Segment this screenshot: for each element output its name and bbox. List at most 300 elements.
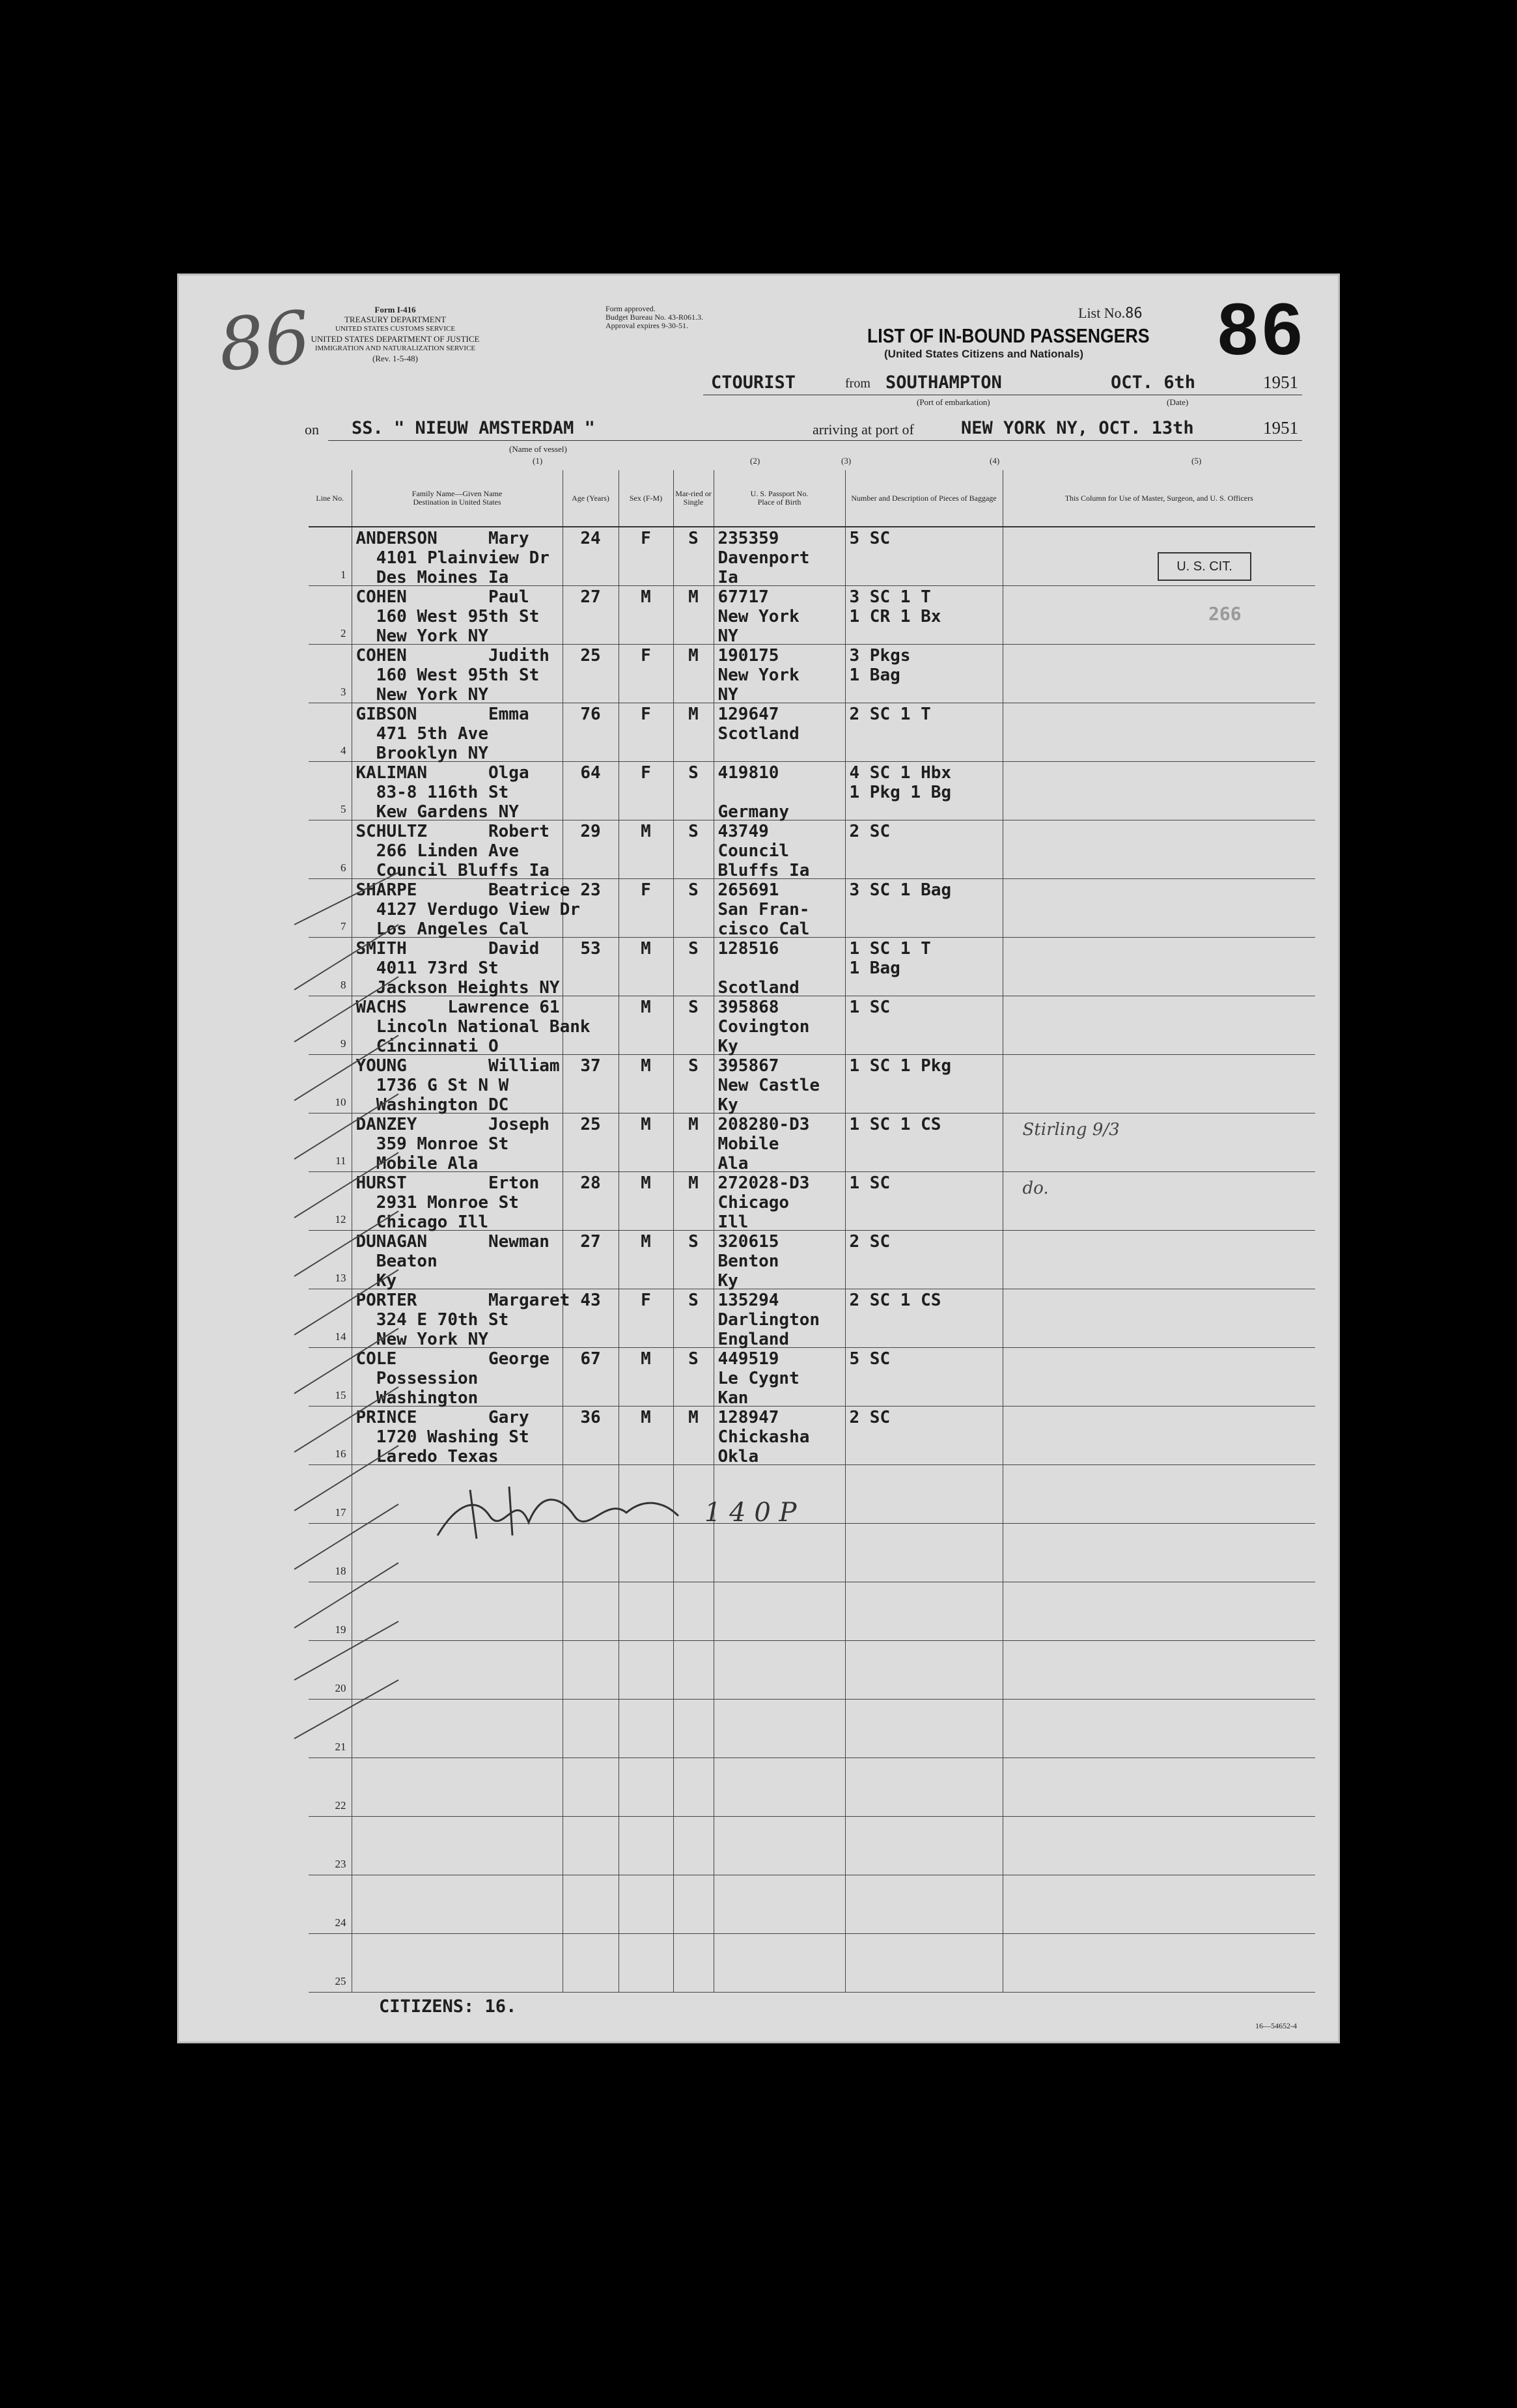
baggage-description: 2 SC 1 CS: [849, 1291, 941, 1310]
check-mark: [294, 1563, 398, 1628]
baggage-description: 1 SC 1 T 1 Bag: [849, 939, 931, 978]
passenger-marital-status-cell: [673, 1289, 714, 1348]
baggage-description: 2 SC: [849, 1408, 891, 1427]
line-number: 13: [335, 1272, 346, 1284]
passenger-age-cell: [563, 703, 619, 762]
line-number: 8: [341, 979, 346, 991]
header-age: Age (Years): [563, 470, 619, 527]
passenger-marital-status-cell: [673, 762, 714, 820]
passenger-age: 24: [580, 529, 601, 548]
arrival-port-date: NEW YORK NY, OCT. 13th: [961, 418, 1194, 438]
passenger-sex-cell: [619, 1407, 673, 1465]
passport-birthplace: 235359 Davenport Ia: [717, 529, 810, 587]
passenger-name-destination: DUNAGAN Newman Beaton Ky: [355, 1232, 550, 1291]
passenger-marital-status-cell: [673, 703, 714, 762]
baggage-description: 3 Pkgs 1 Bag: [849, 646, 911, 685]
check-mark: [294, 873, 398, 925]
official-note-cell: [1003, 996, 1315, 1055]
class-prefix: C: [711, 372, 722, 393]
passport-birthplace: 449519 Le Cygnt Kan: [717, 1349, 800, 1408]
passenger-sex-cell: [619, 1817, 673, 1875]
passport-birthplace: 320615 Benton Ky: [717, 1232, 779, 1291]
baggage-description-cell: [845, 938, 1003, 996]
baggage-description: 5 SC: [849, 1349, 891, 1369]
passenger-name-destination: SMITH David 4011 73rd St Jackson Heights NY: [355, 939, 560, 998]
check-mark: [294, 1446, 398, 1511]
baggage-description-cell: [845, 996, 1003, 1055]
form-number: Form I-416: [374, 305, 416, 315]
baggage-description-cell: [845, 1758, 1003, 1817]
passenger-age-cell: [563, 1758, 619, 1817]
passenger-sex-cell: [619, 1055, 673, 1113]
baggage-description-cell: [845, 1289, 1003, 1348]
passenger-sex: M: [641, 587, 651, 607]
check-mark: [294, 1328, 398, 1393]
col-num-5: (5): [1191, 456, 1202, 466]
passenger-sex-cell: [619, 762, 673, 820]
baggage-description: 3 SC 1 Bag: [849, 880, 952, 900]
passenger-marital-status-cell: [673, 1758, 714, 1817]
line-number-cell: [309, 1934, 352, 1993]
official-note-cell: [1003, 1289, 1315, 1348]
official-note-cell: [1003, 1231, 1315, 1289]
passenger-marital-status: S: [688, 822, 699, 841]
line-number: 25: [335, 1975, 346, 1987]
passenger-age-cell: [563, 879, 619, 938]
passenger-sex: F: [641, 1291, 651, 1310]
print-code: 16—54652-4: [1255, 2021, 1297, 2030]
passenger-name-destination-cell: [352, 1875, 563, 1934]
passenger-marital-status-cell: [673, 1407, 714, 1465]
dept-justice: UNITED STATES DEPARTMENT OF JUSTICE: [311, 334, 480, 344]
passenger-sex: M: [641, 1173, 651, 1193]
passenger-name-destination: SCHULTZ Robert 266 Linden Ave Council Bluffs Ia: [355, 822, 550, 880]
check-mark: [294, 977, 398, 1042]
check-mark: [294, 1211, 398, 1276]
passport-birthplace-cell: [714, 1641, 845, 1700]
passenger-marital-status: M: [688, 705, 699, 724]
passenger-name-destination-cell: [352, 1817, 563, 1875]
citizens-total: CITIZENS: 16.: [379, 1996, 517, 2017]
baggage-description-cell: [845, 1407, 1003, 1465]
passenger-marital-status: S: [688, 1056, 699, 1076]
header-passport: U. S. Passport No. Place of Birth: [714, 470, 845, 527]
passenger-sex-cell: [619, 703, 673, 762]
passenger-age-cell: [563, 938, 619, 996]
official-note-cell: [1003, 1524, 1315, 1582]
passenger-sex: M: [641, 1232, 651, 1252]
baggage-description-cell: [845, 1465, 1003, 1524]
passenger-sex-cell: [619, 938, 673, 996]
header-baggage: Number and Description of Pieces of Baggage: [845, 470, 1003, 527]
official-note-cell: [1003, 762, 1315, 820]
passenger-sex-cell: [619, 1348, 673, 1407]
passenger-age: 29: [580, 822, 601, 841]
on-label: on: [305, 421, 319, 438]
official-note-cell: [1003, 586, 1315, 645]
list-number: 86: [1125, 305, 1143, 322]
baggage-description: 1 SC: [849, 998, 891, 1017]
official-note-cell: [1003, 879, 1315, 938]
passenger-age: 27: [580, 587, 601, 607]
passenger-marital-status-cell: [673, 938, 714, 996]
line-number: 20: [335, 1682, 346, 1694]
baggage-description: 1 SC: [849, 1173, 891, 1193]
passenger-marital-status-cell: [673, 996, 714, 1055]
baggage-description: 1 SC 1 CS: [849, 1115, 941, 1134]
passenger-age-cell: [563, 645, 619, 703]
passenger-sex: M: [641, 1115, 651, 1134]
passenger-marital-status: S: [688, 1232, 699, 1252]
list-label: List No.: [1078, 305, 1126, 321]
line-number-cell: [309, 527, 352, 586]
col-num-2: (2): [750, 456, 760, 466]
us-citizen-stamp: U. S. CIT.: [1158, 552, 1251, 581]
line-number: 12: [335, 1213, 346, 1225]
baggage-description: 1 SC 1 Pkg: [849, 1056, 952, 1076]
passenger-age-cell: [563, 820, 619, 879]
passport-birthplace-cell: [714, 1875, 845, 1934]
passenger-marital-status: M: [688, 646, 699, 665]
baggage-description-cell: [845, 820, 1003, 879]
passenger-age-cell: [563, 1348, 619, 1407]
line-number: 18: [335, 1565, 346, 1577]
passenger-marital-status: M: [688, 1115, 699, 1134]
form-revision: (Rev. 1-5-48): [372, 354, 418, 363]
passenger-sex-cell: [619, 1700, 673, 1758]
class-line: [711, 372, 796, 393]
passenger-marital-status-cell: [673, 1582, 714, 1641]
passenger-name-destination: COHEN Paul 160 West 95th St New York NY: [355, 587, 540, 646]
passenger-sex-cell: [619, 1113, 673, 1172]
travel-class: TOURIST: [721, 372, 796, 393]
col-num-4: (4): [990, 456, 1000, 466]
official-note-cell: [1003, 1934, 1315, 1993]
passenger-name-destination-cell: [352, 1934, 563, 1993]
official-note-cell: [1003, 1582, 1315, 1641]
passport-birthplace: 190175 New York NY: [717, 646, 800, 705]
passenger-name-destination: DANZEY Joseph 359 Monroe St Mobile Ala: [355, 1115, 550, 1173]
passenger-age: 27: [580, 1232, 601, 1252]
passenger-marital-status-cell: [673, 1875, 714, 1934]
passenger-sex-cell: [619, 1172, 673, 1231]
big-list-number: 86: [1218, 288, 1307, 370]
passport-birthplace: 128516 Scotland: [717, 939, 800, 998]
line-number: 2: [341, 627, 346, 639]
passport-birthplace-cell: [714, 1582, 845, 1641]
passenger-marital-status-cell: [673, 1231, 714, 1289]
passenger-sex: M: [641, 1408, 651, 1427]
passenger-sex-cell: [619, 1582, 673, 1641]
passenger-name-destination: YOUNG William 1736 G St N W Washington DC: [355, 1056, 560, 1115]
passenger-marital-status-cell: [673, 1055, 714, 1113]
passenger-name-destination: COLE George Possession Washington: [355, 1349, 550, 1408]
passenger-name-destination: PORTER Margaret 324 E 70th St New York NY: [355, 1291, 570, 1349]
check-mark: [294, 1153, 398, 1218]
official-note-cell: [1003, 1055, 1315, 1113]
passenger-age: 53: [580, 939, 601, 959]
passport-birthplace-cell: [714, 938, 845, 996]
passport-birthplace-cell: [714, 1700, 845, 1758]
passport-birthplace-cell: [714, 1817, 845, 1875]
passenger-age: 23: [580, 880, 601, 900]
passenger-marital-status: S: [688, 529, 699, 548]
passenger-marital-status: S: [688, 880, 699, 900]
passenger-marital-status-cell: [673, 1700, 714, 1758]
baggage-description: 4 SC 1 Hbx 1 Pkg 1 Bg: [849, 763, 952, 802]
embarkation-date: OCT. 6th: [1111, 372, 1196, 393]
passenger-sex: F: [641, 763, 651, 783]
passenger-marital-status: M: [688, 1408, 699, 1427]
official-note-cell: [1003, 1348, 1315, 1407]
passenger-name-destination: SHARPE Beatrice 4127 Verdugo View Dr Los Angeles Cal: [355, 880, 580, 939]
passenger-name-destination: HURST Erton 2931 Monroe St Chicago Ill: [355, 1173, 540, 1232]
passport-birthplace: 67717 New York NY: [717, 587, 800, 646]
passenger-age: 25: [580, 646, 601, 665]
passenger-age-cell: [563, 1407, 619, 1465]
check-mark: [294, 1621, 398, 1680]
passenger-age-cell: [563, 586, 619, 645]
passenger-row: [309, 1934, 1315, 1993]
passenger-age-cell: [563, 1055, 619, 1113]
signature-suffix: 1 4 0 P: [704, 1498, 797, 1528]
dept-customs: UNITED STATES CUSTOMS SERVICE: [335, 325, 456, 333]
official-note-cell: [1003, 1172, 1315, 1231]
passenger-age-cell: [563, 1172, 619, 1231]
passenger-marital-status-cell: [673, 820, 714, 879]
passenger-age-cell: [563, 1641, 619, 1700]
line-number: 19: [335, 1623, 346, 1636]
baggage-description-cell: [845, 586, 1003, 645]
date-caption: (Date): [1167, 397, 1189, 407]
line-number: 7: [341, 920, 346, 932]
official-note-cell: [1003, 1113, 1315, 1172]
passenger-name-destination: ANDERSON Mary 4101 Plainview Dr Des Moines Ia: [355, 529, 550, 587]
passport-birthplace: 395868 Covington Ky: [717, 998, 810, 1056]
passenger-sex: F: [641, 880, 651, 900]
header-name: Family Name—Given Name Destination in United States: [352, 470, 563, 527]
passport-birthplace-cell: [714, 879, 845, 938]
official-note-cell: [1003, 1641, 1315, 1700]
passenger-sex-cell: [619, 527, 673, 586]
passenger-age: 25: [580, 1115, 601, 1134]
dept-treasury: TREASURY DEPARTMENT: [344, 315, 447, 324]
baggage-description: 3 SC 1 T 1 CR 1 Bx: [849, 587, 941, 626]
arrival-year: 1951: [1263, 418, 1298, 438]
form-info-block: [301, 305, 490, 363]
passport-birthplace-cell: [714, 1758, 845, 1817]
passport-birthplace-cell: [714, 820, 845, 879]
passport-birthplace-cell: [714, 1055, 845, 1113]
passenger-name-destination: GIBSON Emma 471 5th Ave Brooklyn NY: [355, 705, 529, 763]
passenger-age-cell: [563, 1700, 619, 1758]
passenger-sex-cell: [619, 1231, 673, 1289]
passenger-marital-status: S: [688, 763, 699, 783]
line-number: 5: [341, 803, 346, 815]
baggage-description-cell: [845, 527, 1003, 586]
baggage-description-cell: [845, 1113, 1003, 1172]
passenger-age-cell: [563, 1582, 619, 1641]
passenger-age-cell: [563, 1231, 619, 1289]
passport-birthplace-cell: [714, 527, 845, 586]
col-num-3: (3): [841, 456, 852, 466]
passenger-marital-status: S: [688, 998, 699, 1017]
passenger-sex-cell: [619, 1641, 673, 1700]
header-married: Mar-ried or Single: [673, 470, 714, 527]
passenger-name-destination: WACHS Lawrence 61 Lincoln National Bank Cincinnati O: [355, 998, 591, 1056]
passenger-age-cell: [563, 996, 619, 1055]
dept-ins: IMMIGRATION AND NATURALIZATION SERVICE: [314, 344, 476, 352]
baggage-description-cell: [845, 1524, 1003, 1582]
passenger-age-cell: [563, 762, 619, 820]
check-mark: [294, 1035, 398, 1100]
passenger-age-cell: [563, 1875, 619, 1934]
passport-birthplace: 272028-D3 Chicago Ill: [717, 1173, 810, 1232]
line-number: 22: [335, 1799, 346, 1812]
passport-birthplace-cell: [714, 1407, 845, 1465]
passenger-row: [309, 1875, 1315, 1934]
baggage-description: 2 SC: [849, 1232, 891, 1252]
passport-birthplace-cell: [714, 1231, 845, 1289]
passenger-row: [309, 1817, 1315, 1875]
approval-line-1: Form approved.: [605, 304, 656, 313]
baggage-description-cell: [845, 645, 1003, 703]
passenger-marital-status-cell: [673, 645, 714, 703]
check-mark: [294, 925, 398, 990]
line-number: 17: [335, 1506, 346, 1519]
official-note-cell: [1003, 1700, 1315, 1758]
passenger-marital-status-cell: [673, 586, 714, 645]
line-number: 24: [335, 1916, 346, 1929]
line-number: 3: [341, 686, 346, 698]
col-num-1: (1): [533, 456, 543, 466]
approval-block: [605, 305, 762, 330]
passenger-age-cell: [563, 1934, 619, 1993]
passenger-sex: M: [641, 998, 651, 1017]
approval-line-2: Budget Bureau No. 43-R061.3.: [605, 313, 703, 322]
manifest-title: LIST OF IN-BOUND PASSENGERS: [867, 324, 1150, 347]
passenger-age: 64: [580, 763, 601, 783]
line-number: 9: [341, 1037, 346, 1050]
line-number: 4: [341, 744, 346, 757]
passport-birthplace-cell: [714, 703, 845, 762]
passenger-sex: F: [641, 705, 651, 724]
passenger-age: 37: [580, 1056, 601, 1076]
official-note: Stirling 9/3: [1022, 1120, 1120, 1140]
baggage-description-cell: [845, 1817, 1003, 1875]
official-note-cell: [1003, 1758, 1315, 1817]
passenger-sex: M: [641, 939, 651, 959]
port-embarkation-caption: (Port of embarkation): [917, 397, 990, 407]
official-note-cell: [1003, 1817, 1315, 1875]
passenger-marital-status-cell: [673, 1817, 714, 1875]
passenger-sex-cell: [619, 586, 673, 645]
header-official-use: This Column for Use of Master, Surgeon, and U. S. Officers: [1003, 470, 1315, 527]
handwritten-check-marks: [281, 586, 555, 1823]
baggage-description-cell: [845, 1172, 1003, 1231]
table-header-row: [309, 470, 1315, 527]
passenger-marital-status-cell: [673, 1113, 714, 1172]
margin-handwritten-number: 86: [214, 295, 314, 387]
line-number: 6: [341, 861, 346, 874]
official-note-cell: [1003, 1875, 1315, 1934]
baggage-description: 5 SC: [849, 529, 891, 548]
line-number: 10: [335, 1096, 346, 1108]
passenger-sex-cell: [619, 996, 673, 1055]
passenger-sex-cell: [619, 1875, 673, 1934]
passenger-marital-status: M: [688, 1173, 699, 1193]
passenger-sex-cell: [619, 879, 673, 938]
passenger-sex-cell: [619, 1934, 673, 1993]
from-label: from: [845, 376, 870, 391]
check-mark: [294, 1387, 398, 1452]
header-sex: Sex (F-M): [619, 470, 673, 527]
official-note-cell: [1003, 1407, 1315, 1465]
stamp-number: 266: [1208, 603, 1242, 624]
passport-birthplace: 43749 Council Bluffs Ia: [717, 822, 810, 880]
passenger-name-destination: KALIMAN Olga 83-8 116th St Kew Gardens NY: [355, 763, 529, 822]
passenger-sex-cell: [619, 1758, 673, 1817]
list-number-label: [1078, 305, 1143, 322]
passport-birthplace-cell: [714, 762, 845, 820]
line-number: 23: [335, 1858, 346, 1870]
vessel-underline: [328, 440, 1302, 441]
line-number-cell: [309, 1817, 352, 1875]
baggage-description: 2 SC 1 T: [849, 705, 931, 724]
passenger-name-destination: COHEN Judith 160 West 95th St New York NY: [355, 646, 550, 705]
baggage-description-cell: [845, 1641, 1003, 1700]
official-note-cell: [1003, 645, 1315, 703]
check-mark: [294, 1680, 398, 1739]
passenger-sex-cell: [619, 1289, 673, 1348]
passenger-age-cell: [563, 1289, 619, 1348]
passenger-marital-status-cell: [673, 1172, 714, 1231]
passenger-name-destination: PRINCE Gary 1720 Washing St Laredo Texas: [355, 1408, 529, 1466]
official-note-cell: [1003, 820, 1315, 879]
passenger-age-cell: [563, 1113, 619, 1172]
baggage-description-cell: [845, 762, 1003, 820]
passenger-marital-status-cell: [673, 527, 714, 586]
passport-birthplace: 419810 Germany: [717, 763, 790, 822]
passport-birthplace: 265691 San Fran- cisco Cal: [717, 880, 810, 939]
baggage-description-cell: [845, 1231, 1003, 1289]
passenger-sex: M: [641, 1056, 651, 1076]
passport-birthplace: 208280-D3 Mobile Ala: [717, 1115, 810, 1173]
official-note-cell: [1003, 1465, 1315, 1524]
line-number-cell: [309, 1875, 352, 1934]
passport-birthplace: 129647 Scotland: [717, 705, 800, 744]
passenger-age-cell: [563, 1817, 619, 1875]
baggage-description-cell: [845, 1875, 1003, 1934]
baggage-description-cell: [845, 1348, 1003, 1407]
baggage-description-cell: [845, 1700, 1003, 1758]
passport-birthplace-cell: [714, 1172, 845, 1231]
passport-birthplace-cell: [714, 1348, 845, 1407]
passport-birthplace: 395867 New Castle Ky: [717, 1056, 820, 1115]
passenger-sex: F: [641, 529, 651, 548]
line-number: 11: [335, 1155, 346, 1167]
passenger-age: 67: [580, 1349, 601, 1369]
passenger-age: 28: [580, 1173, 601, 1193]
passenger-age: 76: [580, 705, 601, 724]
official-note-cell: [1003, 703, 1315, 762]
line-number: 21: [335, 1741, 346, 1753]
official-note: do.: [1022, 1179, 1049, 1198]
passenger-marital-status-cell: [673, 1348, 714, 1407]
passenger-name-destination-cell: [352, 527, 563, 586]
passenger-age: 43: [580, 1291, 601, 1310]
passport-birthplace-cell: [714, 1289, 845, 1348]
